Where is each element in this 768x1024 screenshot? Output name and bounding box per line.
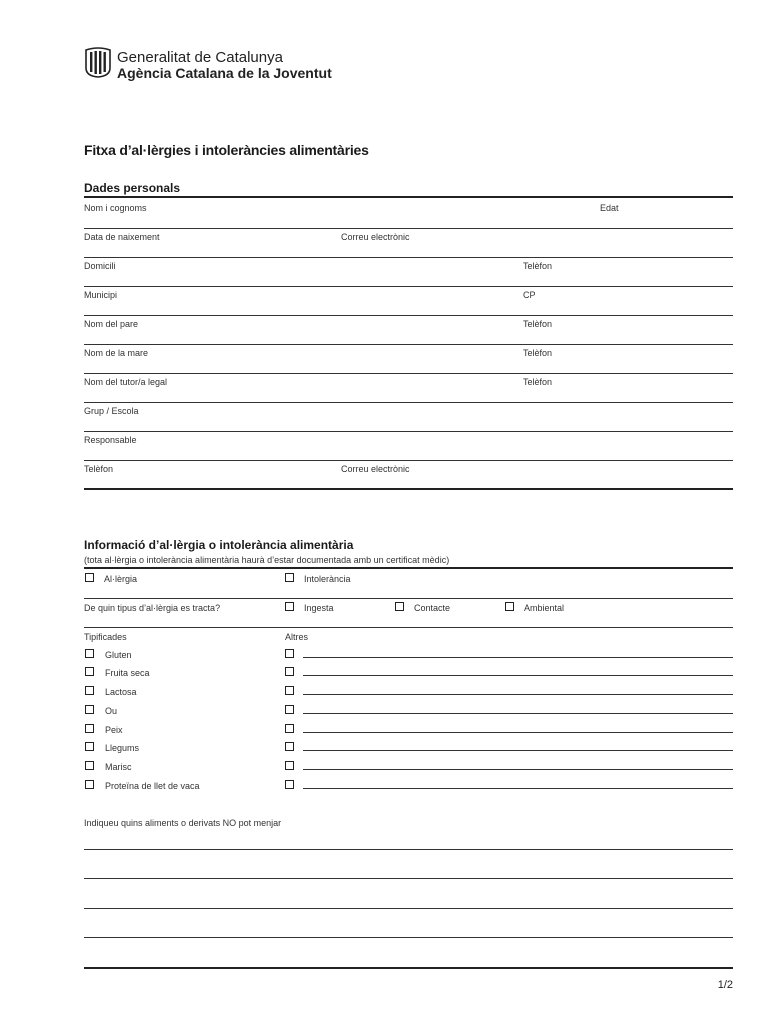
responsible-email-label: Correu electrònic — [341, 464, 410, 474]
age-label: Edat — [600, 203, 619, 213]
other-fill-line[interactable] — [303, 713, 733, 714]
address-label: Domicili — [84, 261, 116, 271]
personal-section-title: Dades personals — [84, 181, 181, 195]
gluten-label: Gluten — [105, 650, 132, 660]
other-checkbox[interactable] — [285, 742, 294, 751]
typified-label: Tipificades — [84, 632, 127, 642]
birthdate-label: Data de naixement — [84, 232, 160, 242]
generalitat-logo-icon — [84, 46, 112, 78]
intolerance-option-label: Intolerància — [304, 574, 351, 584]
other-fill-line[interactable] — [303, 675, 733, 676]
other-fill-line[interactable] — [303, 769, 733, 770]
other-fill-line[interactable] — [303, 750, 733, 751]
father-phone-label: Telèfon — [523, 319, 553, 329]
egg-label: Ou — [105, 706, 118, 716]
other-checkbox[interactable] — [285, 649, 294, 658]
other-checkbox[interactable] — [285, 686, 294, 695]
row-divider — [84, 257, 733, 258]
row-divider — [84, 460, 733, 461]
row-divider — [84, 228, 733, 229]
page-number: 1/2 — [717, 979, 733, 991]
forbidden-foods-label: Indiqueu quins aliments o derivats NO pot menjar — [84, 818, 282, 828]
other-fill-line[interactable] — [303, 694, 733, 695]
row-divider — [84, 598, 733, 599]
row-divider — [84, 402, 733, 403]
responsible-phone-label: Telèfon — [84, 464, 114, 474]
write-line[interactable] — [84, 908, 733, 909]
other-checkbox[interactable] — [285, 705, 294, 714]
lactose-label: Lactosa — [105, 687, 137, 697]
cow-milk-protein-checkbox[interactable] — [85, 780, 94, 789]
section-rule — [84, 196, 733, 198]
row-divider — [84, 286, 733, 287]
egg-checkbox[interactable] — [85, 705, 94, 714]
other-checkbox[interactable] — [285, 667, 294, 676]
intolerance-checkbox[interactable] — [285, 573, 294, 582]
other-checkbox[interactable] — [285, 761, 294, 770]
row-divider — [84, 627, 733, 628]
group-school-label: Grup / Escola — [84, 406, 139, 416]
write-line[interactable] — [84, 937, 733, 938]
fish-label: Peix — [105, 725, 123, 735]
responsible-label: Responsable — [84, 435, 137, 445]
write-line[interactable] — [84, 878, 733, 879]
allergy-section-subtitle: (tota al·lèrgia o intolerància alimentària haurà d’estar documentada amb un certificat mèdic) — [84, 555, 450, 565]
other-fill-line[interactable] — [303, 732, 733, 733]
ingestion-checkbox[interactable] — [285, 602, 294, 611]
mother-phone-label: Telèfon — [523, 348, 553, 358]
mother-name-label: Nom de la mare — [84, 348, 149, 358]
postal-code-label: CP — [523, 290, 536, 300]
contact-label: Contacte — [414, 603, 451, 613]
section-end-rule — [84, 967, 733, 969]
row-divider — [84, 431, 733, 432]
seafood-label: Marisc — [105, 762, 132, 772]
legumes-label: Llegums — [105, 743, 140, 753]
guardian-phone-label: Telèfon — [523, 377, 553, 387]
environmental-label: Ambiental — [524, 603, 565, 613]
other-checkbox[interactable] — [285, 724, 294, 733]
section-end-rule — [84, 488, 733, 490]
other-checkbox[interactable] — [285, 780, 294, 789]
gluten-checkbox[interactable] — [85, 649, 94, 658]
agency-name: Agència Catalana de la Joventut — [117, 65, 332, 81]
document-title: Fitxa d’al·lèrgies i intoleràncies alimentàries — [84, 142, 369, 158]
municipality-label: Municipi — [84, 290, 118, 300]
other-fill-line[interactable] — [303, 657, 733, 658]
guardian-name-label: Nom del tutor/a legal — [84, 377, 168, 387]
org-name: Generalitat de Catalunya — [117, 49, 283, 66]
row-divider — [84, 344, 733, 345]
nuts-label: Fruita seca — [105, 668, 150, 678]
allergy-option-label: Al·lèrgia — [104, 574, 138, 584]
lactose-checkbox[interactable] — [85, 686, 94, 695]
allergy-checkbox[interactable] — [85, 573, 94, 582]
fish-checkbox[interactable] — [85, 724, 94, 733]
allergy-section-title: Informació d’al·lèrgia o intolerància alimentària — [84, 538, 354, 552]
seafood-checkbox[interactable] — [85, 761, 94, 770]
write-line[interactable] — [84, 849, 733, 850]
other-fill-line[interactable] — [303, 788, 733, 789]
nuts-checkbox[interactable] — [85, 667, 94, 676]
section-rule — [84, 567, 733, 569]
ingestion-label: Ingesta — [304, 603, 334, 613]
legumes-checkbox[interactable] — [85, 742, 94, 751]
email-label: Correu electrònic — [341, 232, 410, 242]
row-divider — [84, 373, 733, 374]
cow-milk-protein-label: Proteïna de llet de vaca — [105, 781, 200, 791]
environmental-checkbox[interactable] — [505, 602, 514, 611]
contact-checkbox[interactable] — [395, 602, 404, 611]
father-name-label: Nom del pare — [84, 319, 139, 329]
others-label: Altres — [285, 632, 309, 642]
phone-label: Telèfon — [523, 261, 553, 271]
full-name-label: Nom i cognoms — [84, 203, 147, 213]
row-divider — [84, 315, 733, 316]
which-type-label: De quin tipus d’al·lèrgia es tracta? — [84, 603, 221, 613]
